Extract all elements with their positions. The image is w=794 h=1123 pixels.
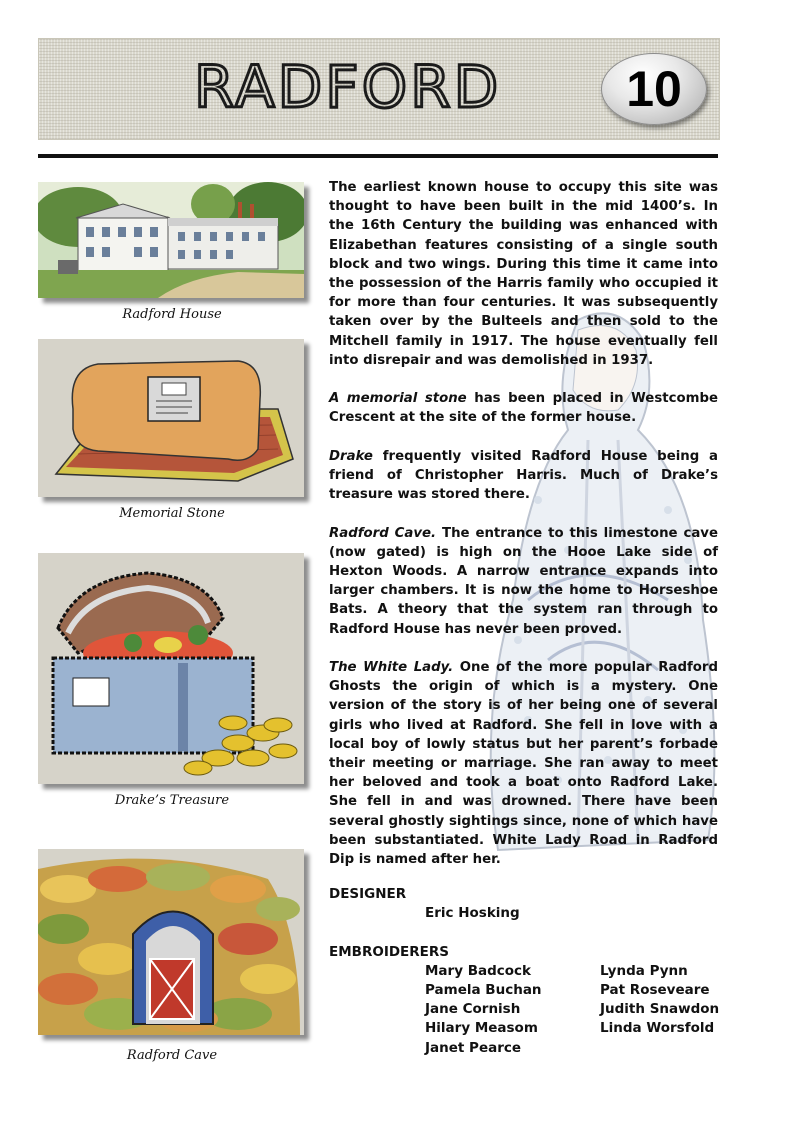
lead-radford-cave: Radford Cave. [329, 525, 437, 541]
treasure-chest-embroidery-image [38, 553, 304, 784]
embroiderer-name: Pamela Buchan [425, 982, 542, 998]
caption-radford-house: Radford House [122, 307, 222, 322]
header-divider [38, 154, 718, 158]
lead-drake: Drake [329, 448, 373, 464]
lead-white-lady: The White Lady. [329, 660, 454, 676]
paragraph-history: The earliest known house to occupy this site was thought to have been built in the mid 1400’s. In the 16th Century the building was enhanced with Elizabethan features consisting of a single south block and two wings. During this time it came into the possession of the Harris family who occupied it for more than four centuries. It was subsequently taken over by the Bulteels and then sold to the Mitchell family in 1917. The house eventually fell into disrepair and was demolished in 1937. [329, 180, 718, 368]
paragraph-white-lady [329, 658, 718, 869]
embroiderers-heading: EMBROIDERERS [329, 944, 450, 960]
house-embroidery-icon [38, 182, 304, 298]
stone-embroidery-icon [38, 339, 304, 497]
caption-memorial-stone: Memorial Stone [119, 506, 225, 521]
embroiderer-name: Jane Cornish [425, 1001, 521, 1017]
paragraph-memorial-stone [329, 389, 718, 427]
cave-embroidery-image [38, 849, 304, 1035]
embroiderer-name: Lynda Pynn [600, 963, 688, 979]
text-memorial-stone: has been placed in Westcombe Crescent at the site of the former house. [329, 391, 719, 426]
page-number-badge: 10 [601, 53, 707, 125]
cave-embroidery-icon [38, 849, 304, 1035]
designer-name: Eric Hosking [425, 905, 520, 921]
text-radford-cave: The entrance to this limestone cave (now gated) is high on the Hooe Lake side of Hexton Woods. A narrow entrance expands into larger chambers. It is now the home to Horseshoe Bats. A theory that the system ran through to Radford House has never been proved. [329, 525, 718, 637]
page-title: RADFORD [194, 53, 502, 121]
header-banner [38, 38, 720, 140]
embroiderer-name: Janet Pearce [425, 1040, 522, 1056]
article-body [329, 178, 718, 888]
embroiderer-name: Linda Worsfold [600, 1020, 715, 1036]
embroiderer-name: Pat Roseveare [600, 982, 710, 998]
caption-drakes-treasure: Drake’s Treasure [114, 793, 230, 808]
caption-radford-cave: Radford Cave [126, 1048, 218, 1063]
house-embroidery-image [38, 182, 304, 298]
paragraph-radford-cave [329, 524, 718, 639]
embroiderer-name: Judith Snawdon [600, 1001, 720, 1017]
lead-memorial-stone: A memorial stone [329, 391, 467, 407]
stone-embroidery-image [38, 339, 304, 497]
text-drake: frequently visited Radford House being a friend of Christopher Harris. Much of Drake’s treasure was stored there. [329, 448, 718, 503]
paragraph-drake [329, 447, 718, 505]
text-white-lady: One of the more popular Radford Ghosts the origin of which is a mystery. One version of the story is of her being one of several girls who lived at Radford. She fell in love with a local boy of lowly status but her parent’s forbade their meeting or marriage. She ran away to meet her beloved and took a boat onto Radford Lake. She fell in and was drowned. There have been several ghostly sightings since, none of which have been substantiated. White Lady Road in Radford Dip is named after her. [329, 660, 718, 868]
embroiderer-name: Mary Badcock [425, 963, 532, 979]
designer-heading: DESIGNER [329, 886, 407, 902]
treasure-chest-embroidery-icon [38, 553, 304, 784]
embroiderer-name: Hilary Measom [425, 1020, 538, 1036]
